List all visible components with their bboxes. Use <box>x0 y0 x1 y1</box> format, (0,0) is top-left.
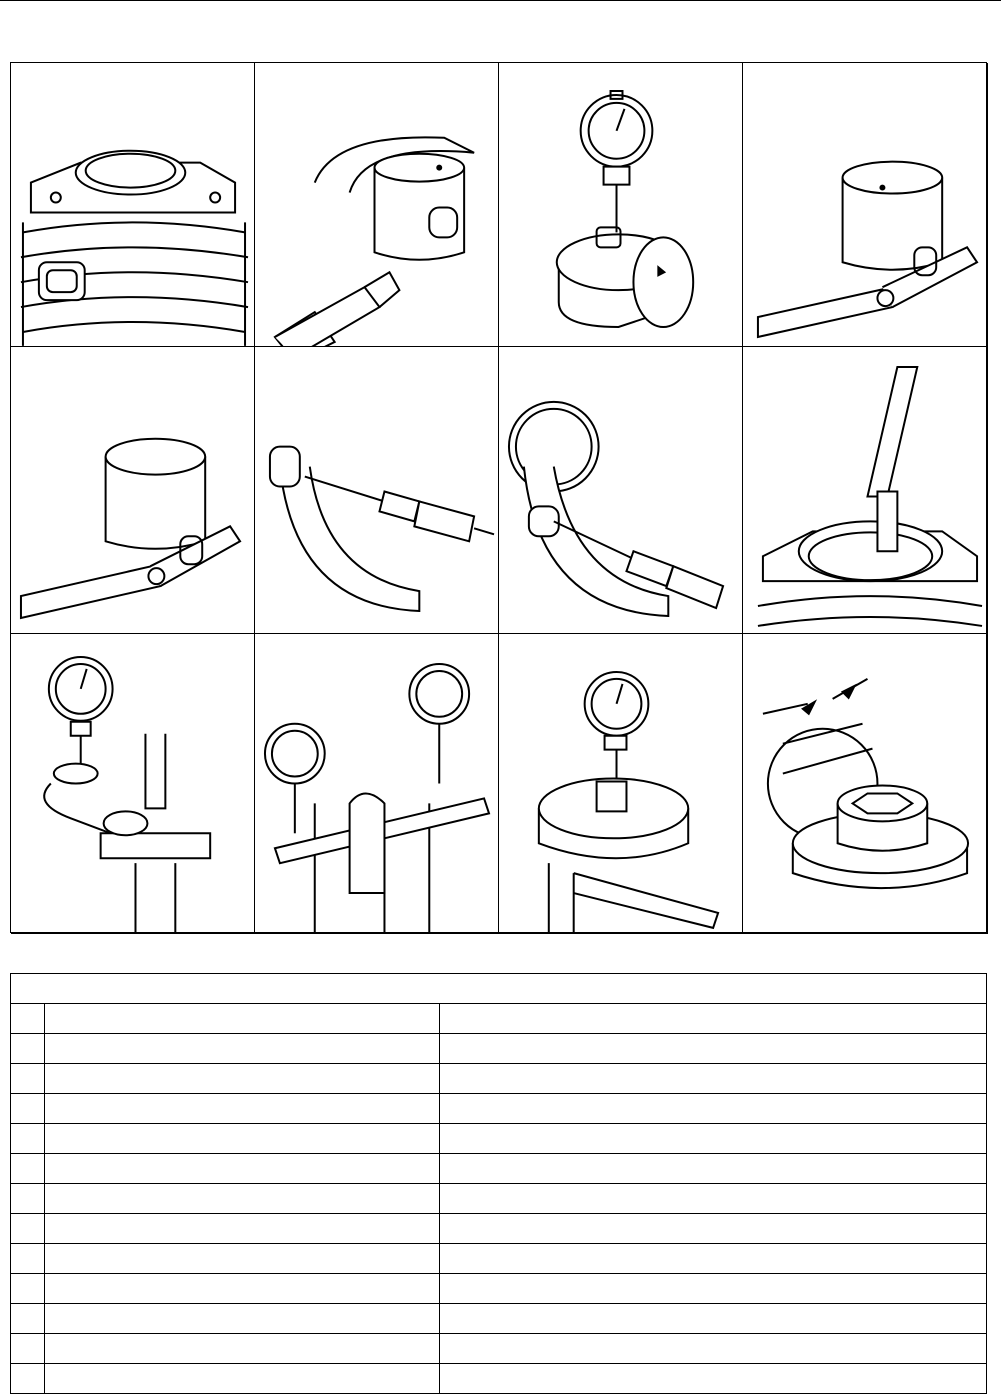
row-value-cell <box>440 1304 987 1334</box>
table-row <box>11 1214 987 1244</box>
table-row <box>11 1034 987 1064</box>
feeler-gauge-icon <box>11 347 254 633</box>
figure-conrod-dial <box>11 634 255 934</box>
micrometer-icon <box>255 347 498 633</box>
row-label-cell <box>45 1214 440 1244</box>
table-header-row <box>11 974 987 1004</box>
figure-crankcase-dial <box>499 634 743 934</box>
row-number-cell <box>11 1244 45 1274</box>
row-label-cell <box>45 1004 440 1034</box>
spec-table <box>10 973 987 1394</box>
table-row <box>11 1124 987 1154</box>
figure-crankshaft-runout <box>255 634 499 934</box>
row-value-cell <box>440 1094 987 1124</box>
table-row <box>11 1364 987 1394</box>
dial-gauge-icon <box>499 63 742 346</box>
row-number-cell <box>11 1064 45 1094</box>
row-label-cell <box>45 1034 440 1064</box>
row-number-cell <box>11 1304 45 1334</box>
row-label-cell <box>45 1094 440 1124</box>
feeler-gauge-icon <box>743 63 987 346</box>
figure-cylinder <box>11 63 255 347</box>
row-label-cell <box>45 1184 440 1214</box>
table-row <box>11 1184 987 1214</box>
piston-ring-icon <box>499 347 742 633</box>
row-label-cell <box>45 1154 440 1184</box>
row-value-cell <box>440 1154 987 1184</box>
row-label-cell <box>45 1124 440 1154</box>
table-row <box>11 1274 987 1304</box>
row-number-cell <box>11 1004 45 1034</box>
figure-micrometer <box>255 347 499 634</box>
cylinder-icon <box>11 63 254 346</box>
dial-gauge-icon <box>499 634 742 933</box>
row-value-cell <box>440 1064 987 1094</box>
table-row <box>11 1064 987 1094</box>
figure-piston-ring-feeler <box>11 347 255 634</box>
table-row <box>11 1154 987 1184</box>
illustration-grid <box>10 62 987 933</box>
row-number-cell <box>11 1154 45 1184</box>
row-value-cell <box>440 1004 987 1034</box>
row-label-cell <box>45 1244 440 1274</box>
row-label-cell <box>45 1274 440 1304</box>
row-label-cell <box>45 1364 440 1394</box>
row-number-cell <box>11 1334 45 1364</box>
feeler-gauge-icon <box>743 347 987 633</box>
micrometer-icon <box>255 63 498 346</box>
row-value-cell <box>440 1034 987 1064</box>
figure-piston-feeler <box>743 63 988 347</box>
row-value-cell <box>440 1214 987 1244</box>
row-number-cell <box>11 1034 45 1064</box>
bearing-icon <box>743 634 987 933</box>
row-number-cell <box>11 1274 45 1304</box>
dial-gauge-icon <box>11 634 254 933</box>
figure-piston-dial-gauge <box>499 63 743 347</box>
figure-ring-micrometer <box>499 347 743 634</box>
row-label-cell <box>45 1334 440 1364</box>
row-number-cell <box>11 1124 45 1154</box>
row-value-cell <box>440 1184 987 1214</box>
table-row <box>11 1304 987 1334</box>
row-value-cell <box>440 1274 987 1304</box>
figure-piston-micrometer <box>255 63 499 347</box>
table-row <box>11 1244 987 1274</box>
top-rule <box>0 0 1001 1</box>
row-label-cell <box>45 1304 440 1334</box>
table-row <box>11 1004 987 1034</box>
row-number-cell <box>11 1214 45 1244</box>
row-number-cell <box>11 1094 45 1124</box>
dial-gauge-icon <box>255 634 498 933</box>
figure-cylinder-ring-gap <box>743 347 988 634</box>
table-header-cell <box>11 974 987 1004</box>
table-row <box>11 1094 987 1124</box>
row-label-cell <box>45 1064 440 1094</box>
table-row <box>11 1334 987 1364</box>
row-value-cell <box>440 1364 987 1394</box>
row-value-cell <box>440 1334 987 1364</box>
row-value-cell <box>440 1124 987 1154</box>
figure-bearing-detail <box>743 634 988 934</box>
row-value-cell <box>440 1244 987 1274</box>
row-number-cell <box>11 1184 45 1214</box>
row-number-cell <box>11 1364 45 1394</box>
